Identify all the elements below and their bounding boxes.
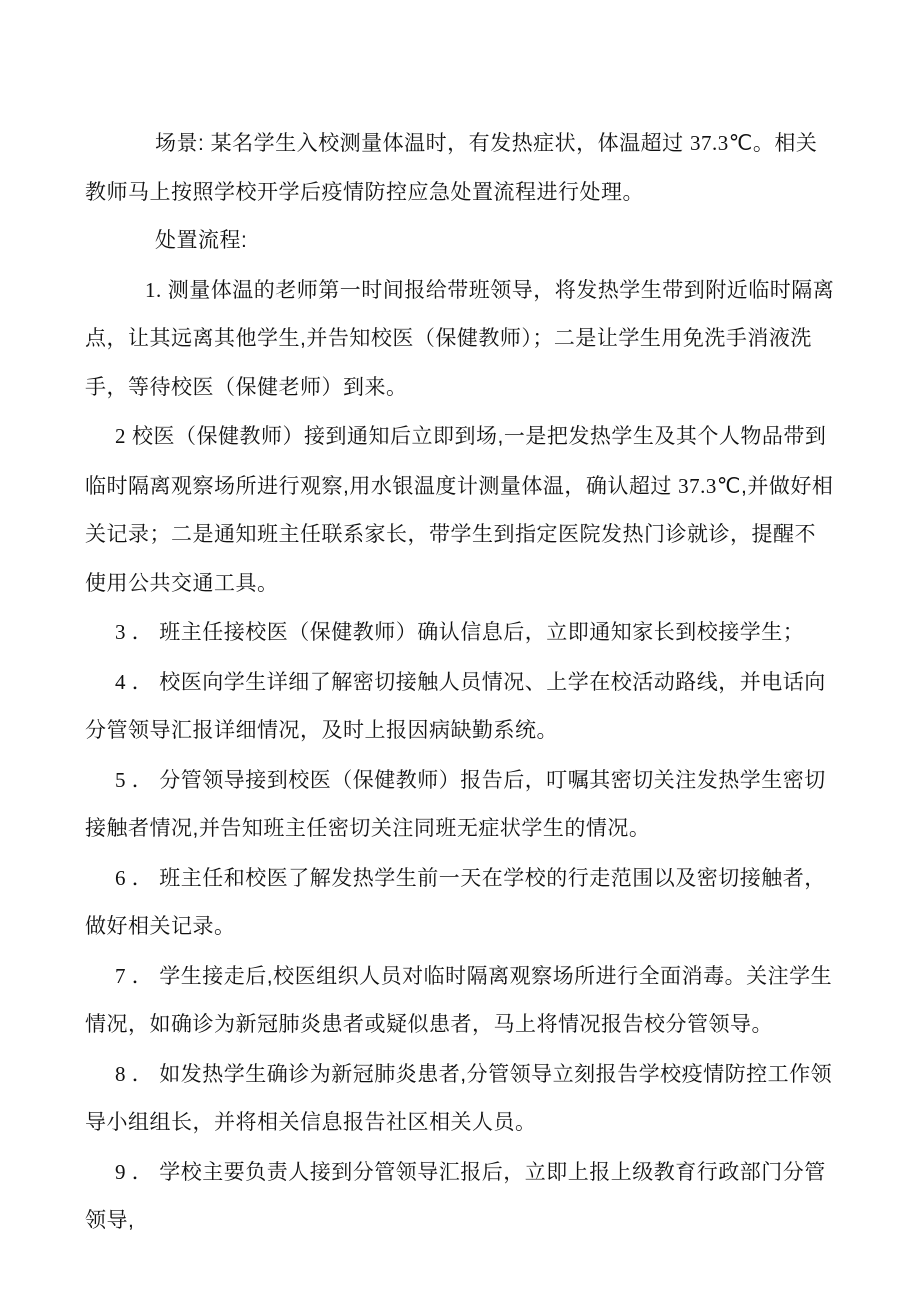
step-text: 班主任接校医（保健教师）确认信息后，立即通知家长到校接学生；	[159, 621, 805, 644]
step-number: 4 ．	[115, 669, 154, 694]
temperature-value: 37.3℃	[690, 131, 753, 155]
process-title-text: 处置流程:	[155, 229, 248, 252]
step-5	[85, 756, 835, 854]
step-2	[85, 412, 835, 608]
step-number: 2	[115, 424, 126, 448]
step-3	[85, 608, 835, 658]
process-title	[85, 217, 835, 266]
step-text: 分管领导接到校医（保健教师）报告后，叮嘱其密切关注发热学生密切接触者情况,并告知班主任密切关注同班无症状学生的情况。	[85, 768, 826, 840]
step-number: 3 ．	[115, 620, 154, 644]
step-6	[85, 854, 835, 952]
step-text: 学校主要负责人接到分管领导汇报后，立即上报上级教育行政部门分管领导,	[85, 1160, 826, 1232]
step-9	[85, 1148, 835, 1246]
step-number: 6 ．	[115, 865, 154, 890]
step-number: 8 ．	[115, 1061, 154, 1086]
step-text-post: ,并做好相关记录；二是通知班主任联系家长，带学生到指定医院发热门诊就诊，提醒不使用公共交通工具。	[85, 474, 834, 595]
temperature-value: 37.3℃	[678, 473, 742, 498]
step-number: 7 ．	[115, 963, 154, 988]
step-1	[85, 266, 835, 413]
step-text-pre: 校医（保健教师）接到通知后立即到场,一是把发热学生及其个人物品带到临时隔离观察场所进行观察,用水银温度计测量体温，确认超过	[85, 425, 827, 498]
step-4	[85, 658, 835, 756]
step-text: 班主任和校医了解发热学生前一天在学校的行走范围以及密切接触者，做好相关记录。	[85, 866, 826, 938]
step-number: 9 ．	[115, 1159, 154, 1184]
step-text: 学生接走后,校医组织人员对临时隔离观察场所进行全面消毒。关注学生情况，如确诊为新冠肺炎患者或疑似患者，马上将情况报告校分管领导。	[85, 964, 833, 1036]
step-text: 校医向学生详细了解密切接触人员情况、上学在校活动路线，并电话向分管领导汇报详细情况，及时上报因病缺勤系统。	[85, 670, 826, 742]
scene-text-post: 。相关教师马上按照学校开学后疫情防控应急处置流程进行处理。	[85, 132, 818, 204]
step-text: 如发热学生确诊为新冠肺炎患者,分管领导立刻报告学校疫情防控工作领导小组组长，并将相关信息报告社区相关人员。	[85, 1062, 833, 1134]
scene-text-pre: 场景: 某名学生入校测量体温时，有发热症状，体温超过	[155, 132, 691, 155]
step-number: 5 ．	[115, 767, 154, 792]
scene-paragraph	[85, 119, 835, 217]
step-7	[85, 952, 835, 1050]
step-8	[85, 1050, 835, 1148]
step-number: 1.	[145, 277, 162, 302]
step-text: 测量体温的老师第一时间报给带班领导，将发热学生带到附近临时隔离点，让其远离其他学生,并告知校医（保健教师）；二是让学生用免洗手消液洗手，等待校医（保健老师）到来。	[85, 278, 835, 399]
